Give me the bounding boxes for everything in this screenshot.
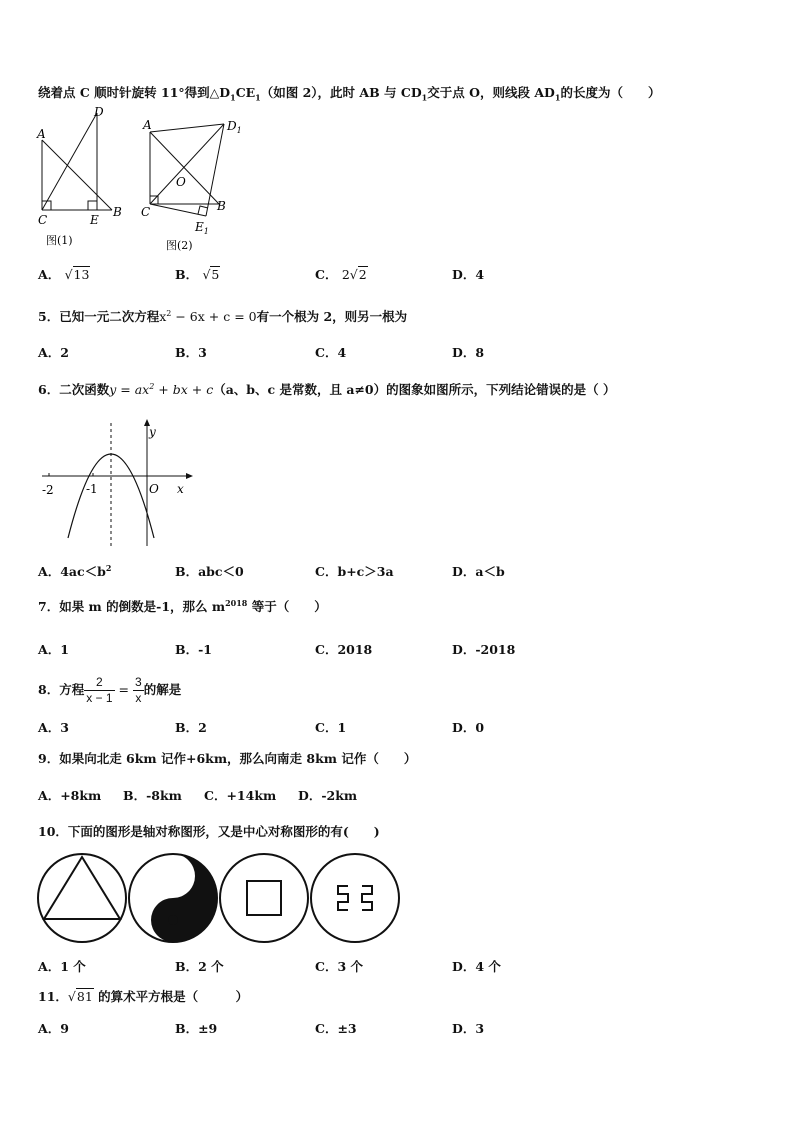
q7-option-b[interactable]: B．-1 bbox=[175, 642, 212, 657]
yin-yang-figure bbox=[129, 854, 217, 942]
label-O: O bbox=[176, 175, 186, 189]
label-C: C bbox=[141, 205, 151, 219]
label-B: B bbox=[113, 205, 122, 219]
circle-square-figure bbox=[220, 854, 308, 942]
q5-option-c[interactable]: C．4 bbox=[315, 345, 347, 360]
q4-sub: 1 bbox=[554, 92, 561, 103]
label-x: x bbox=[177, 482, 184, 496]
q11-option-d[interactable]: D．3 bbox=[452, 1021, 485, 1036]
q9-stem: 9．如果向北走 6km 记作+6km，那么向南走 8km 记作（ ） bbox=[38, 751, 417, 766]
q4-stem-end: 交于点 O，则线段 AD bbox=[427, 85, 555, 100]
q4-stem-pre: 绕着点 C 顺时针旋转 11°得到△D bbox=[38, 85, 231, 100]
q10-option-a[interactable]: A．1 个 bbox=[38, 959, 86, 974]
q4-figure-1 bbox=[42, 113, 112, 210]
label-D: D bbox=[94, 105, 104, 119]
q9-option-c[interactable]: C．+14km bbox=[204, 788, 277, 803]
label-C: C bbox=[38, 213, 48, 227]
label-B: B bbox=[217, 199, 226, 213]
label-D1: $D_1$ bbox=[227, 119, 242, 135]
q4-sub: 1 bbox=[255, 92, 261, 103]
label-origin: O bbox=[149, 482, 159, 496]
q6-option-d[interactable]: D．a＜b bbox=[452, 564, 505, 579]
q4-option-a[interactable]: A． √13 bbox=[38, 267, 90, 282]
x-axis-arrow bbox=[186, 473, 193, 479]
q5-option-a[interactable]: A．2 bbox=[38, 345, 69, 360]
q6-option-c[interactable]: C．b+c＞3a bbox=[315, 564, 394, 579]
fraction-2-over-x-minus-1: $\frac{2}{x - 1}$ bbox=[86, 675, 113, 705]
q5-options bbox=[38, 343, 754, 363]
q7-option-d[interactable]: D．-2018 bbox=[452, 642, 516, 657]
q4-sub: 1 bbox=[421, 92, 428, 103]
sqrt-81: √81 bbox=[67, 989, 93, 1004]
q10-stem: 10．下面的图形是轴对称图形，又是中心对称图形的有( ) bbox=[38, 824, 380, 839]
tick-label-minus-2: -2 bbox=[42, 483, 54, 497]
sqrt-5: √5 bbox=[202, 267, 220, 282]
q9-option-d[interactable]: D．-2km bbox=[298, 788, 358, 803]
q5-option-d[interactable]: D．8 bbox=[452, 345, 485, 360]
fig1-caption: 图(1) bbox=[46, 234, 73, 247]
q4-option-b[interactable]: B． √5 bbox=[175, 267, 220, 282]
q10-option-b[interactable]: B．2 个 bbox=[175, 959, 224, 974]
circle-triangle-figure bbox=[38, 854, 126, 942]
q11-option-a[interactable]: A．9 bbox=[38, 1021, 69, 1036]
q7-stem: 7．如果 m 的倒数是-1，那么 $m^{2018}$ 等于（ ） bbox=[38, 597, 327, 614]
q6-option-b[interactable]: B．abc＜0 bbox=[175, 564, 244, 579]
q8-option-d[interactable]: D．0 bbox=[452, 720, 485, 735]
q8-stem: 8．方程 $\frac{2}{x - 1}$ = $\frac{3}{x}$ 的解是 bbox=[38, 675, 182, 705]
circle-bracket-figure bbox=[311, 854, 399, 942]
q6-option-a[interactable]: A．$4ac<b^2$ bbox=[38, 562, 112, 579]
q11-options bbox=[38, 1019, 754, 1039]
q7-option-a[interactable]: A．1 bbox=[38, 642, 69, 657]
fraction-3-over-x: $\frac{3}{x}$ bbox=[135, 675, 142, 705]
label-y: y bbox=[149, 425, 156, 439]
sqrt-13: √13 bbox=[64, 267, 90, 282]
sqrt-2: 2√2 bbox=[341, 267, 367, 282]
q10-option-d[interactable]: D．4 个 bbox=[452, 959, 501, 974]
q8-option-b[interactable]: B．2 bbox=[175, 720, 207, 735]
q6-options bbox=[38, 562, 754, 582]
q4-sub: 1 bbox=[230, 92, 236, 103]
q8-option-a[interactable]: A．3 bbox=[38, 720, 69, 735]
q11-option-b[interactable]: B．±9 bbox=[175, 1021, 218, 1036]
label-A: A bbox=[37, 127, 46, 141]
q8-options bbox=[38, 718, 754, 738]
q4-stem-mid1: CE bbox=[235, 85, 256, 100]
q11-option-c[interactable]: C．±3 bbox=[315, 1021, 357, 1036]
label-E: E bbox=[90, 213, 99, 227]
q11-stem: 11．√81 的算术平方根是（ ） bbox=[38, 989, 249, 1004]
q4-option-c[interactable]: C． 2√2 bbox=[315, 267, 367, 282]
q7-options bbox=[38, 640, 754, 660]
q4-option-d[interactable]: D．4 bbox=[452, 267, 485, 282]
q9-option-a[interactable]: A．+8km bbox=[38, 788, 102, 803]
q9-option-b[interactable]: B．-8km bbox=[123, 788, 182, 803]
q5-stem: 5．已知一元二次方程$x^2 - 6x + c = 0$有一个根为 2，则另一根为 bbox=[38, 308, 408, 324]
label-E1: $E_1$ bbox=[195, 220, 209, 236]
q4-figures bbox=[30, 100, 260, 255]
q8-option-c[interactable]: C．1 bbox=[315, 720, 347, 735]
q10-figures bbox=[36, 852, 406, 944]
fig2-caption: 图(2) bbox=[166, 239, 193, 252]
q7-option-c[interactable]: C．2018 bbox=[315, 642, 373, 657]
q9-options bbox=[38, 786, 754, 806]
q6-stem: 6．二次函数$y = ax^2$ + bx + c（a、b、c 是常数，且 a≠0）的图象如图所示，下列结论错误的是（ ） bbox=[38, 381, 616, 397]
q4-stem-mid2: （如图 2），此时 AB 与 CD bbox=[260, 85, 422, 100]
q10-option-c[interactable]: C．3 个 bbox=[315, 959, 363, 974]
q4-stem-tail: 的长度为（ ） bbox=[560, 85, 661, 100]
q6-parabola-graph bbox=[38, 418, 198, 548]
label-A: A bbox=[143, 118, 152, 132]
tick-label-minus-1: -1 bbox=[86, 482, 98, 496]
q10-options bbox=[38, 957, 754, 977]
q5-option-b[interactable]: B．3 bbox=[175, 345, 207, 360]
q4-options bbox=[38, 265, 754, 285]
q4-figure-2 bbox=[150, 124, 224, 216]
